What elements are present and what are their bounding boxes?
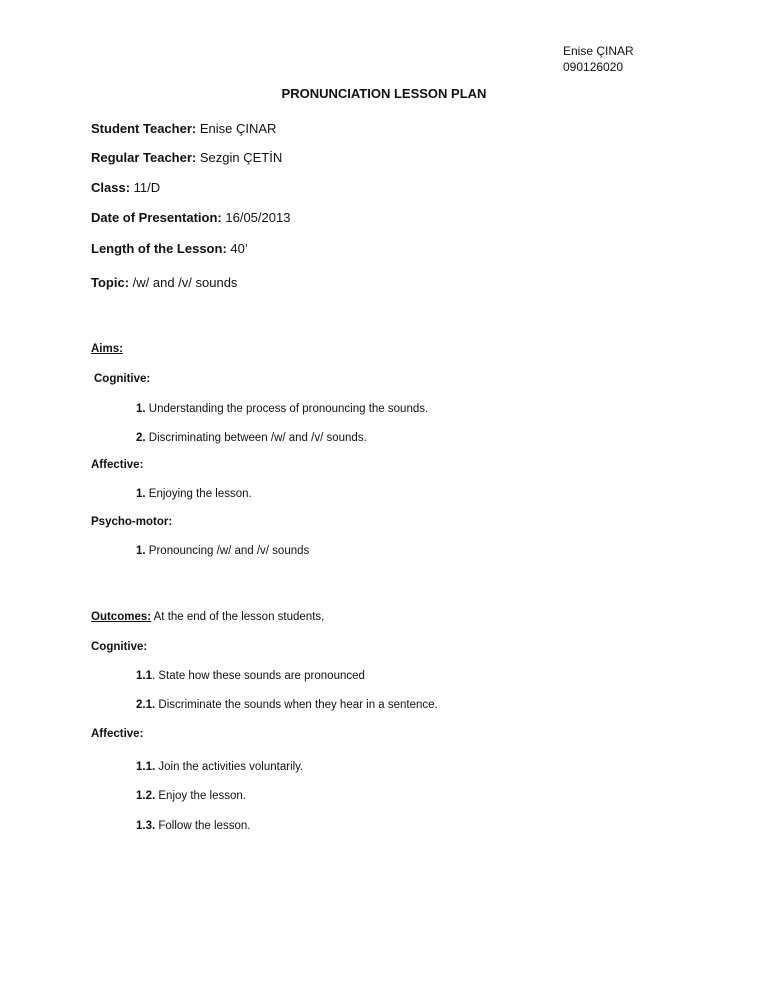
aims-affective-item	[136, 486, 252, 502]
item-number: 1.	[136, 403, 146, 415]
outcomes-affective-label: Affective:	[91, 728, 144, 740]
item-number: 1.1.	[136, 761, 156, 773]
item-number: 1.3.	[136, 820, 156, 832]
aims-psychomotor-item	[136, 543, 309, 559]
class-label: Class:	[91, 180, 131, 195]
item-number: 2.1.	[136, 699, 156, 711]
length-value: 40’	[230, 241, 248, 256]
item-number: 1.2.	[136, 790, 156, 802]
student-teacher-label: Student Teacher:	[91, 121, 197, 136]
outcomes-cognitive-item	[136, 668, 365, 684]
outcomes-affective-item	[136, 788, 246, 804]
aims-affective-label: Affective:	[91, 459, 144, 471]
outcomes-cognitive-label: Cognitive:	[91, 641, 148, 653]
item-number: 1.	[136, 488, 146, 500]
item-number: 2.	[136, 432, 146, 444]
outcomes-heading: Outcomes:	[91, 611, 152, 623]
page-title: PRONUNCIATION LESSON PLAN	[281, 86, 487, 101]
aims-heading: Aims:	[91, 343, 123, 355]
item-text: Understanding the process of pronouncing the sounds.	[148, 403, 429, 415]
outcomes-line	[91, 609, 324, 625]
item-text: Enjoying the lesson.	[148, 488, 252, 500]
item-text: Discriminating between /w/ and /v/ sounds.	[148, 432, 367, 444]
outcomes-affective-item	[136, 759, 303, 775]
item-number: 1.	[136, 545, 146, 557]
aims-psychomotor-label: Psycho-motor:	[91, 516, 173, 528]
class-line	[91, 180, 160, 196]
length-line	[91, 241, 248, 257]
topic-line	[91, 275, 237, 291]
outcomes-affective-item	[136, 818, 250, 834]
student-teacher-value: Enise ÇINAR	[199, 121, 277, 136]
item-text: Join the activities voluntarily.	[158, 761, 304, 773]
aims-cognitive-item	[136, 430, 367, 446]
regular-teacher-line	[91, 150, 282, 166]
outcomes-intro: At the end of the lesson students,	[153, 611, 325, 623]
aims-cognitive-label: Cognitive:	[94, 373, 151, 385]
item-text: Discriminate the sounds when they hear in a sentence.	[158, 699, 438, 711]
topic-value: /w/ and /v/ sounds	[132, 275, 238, 290]
item-text: . State how these sounds are pronounced	[152, 670, 365, 682]
item-number: 1.1	[136, 670, 152, 682]
student-teacher-line	[91, 121, 276, 137]
date-label: Date of Presentation:	[91, 210, 222, 225]
date-value: 16/05/2013	[225, 210, 291, 225]
length-label: Length of the Lesson:	[91, 241, 227, 256]
item-text: Pronouncing /w/ and /v/ sounds	[148, 545, 310, 557]
header-student-id: 090126020	[563, 60, 624, 74]
aims-cognitive-item	[136, 401, 428, 417]
header-author: Enise ÇINAR	[563, 44, 634, 58]
item-text: Enjoy the lesson.	[158, 790, 246, 802]
outcomes-cognitive-item	[136, 697, 438, 713]
date-line	[91, 210, 290, 226]
item-text: Follow the lesson.	[158, 820, 251, 832]
regular-teacher-label: Regular Teacher:	[91, 150, 197, 165]
topic-label: Topic:	[91, 275, 130, 290]
regular-teacher-value: Sezgin ÇETİN	[199, 150, 283, 165]
class-value: 11/D	[133, 180, 161, 195]
page-header	[563, 43, 634, 75]
